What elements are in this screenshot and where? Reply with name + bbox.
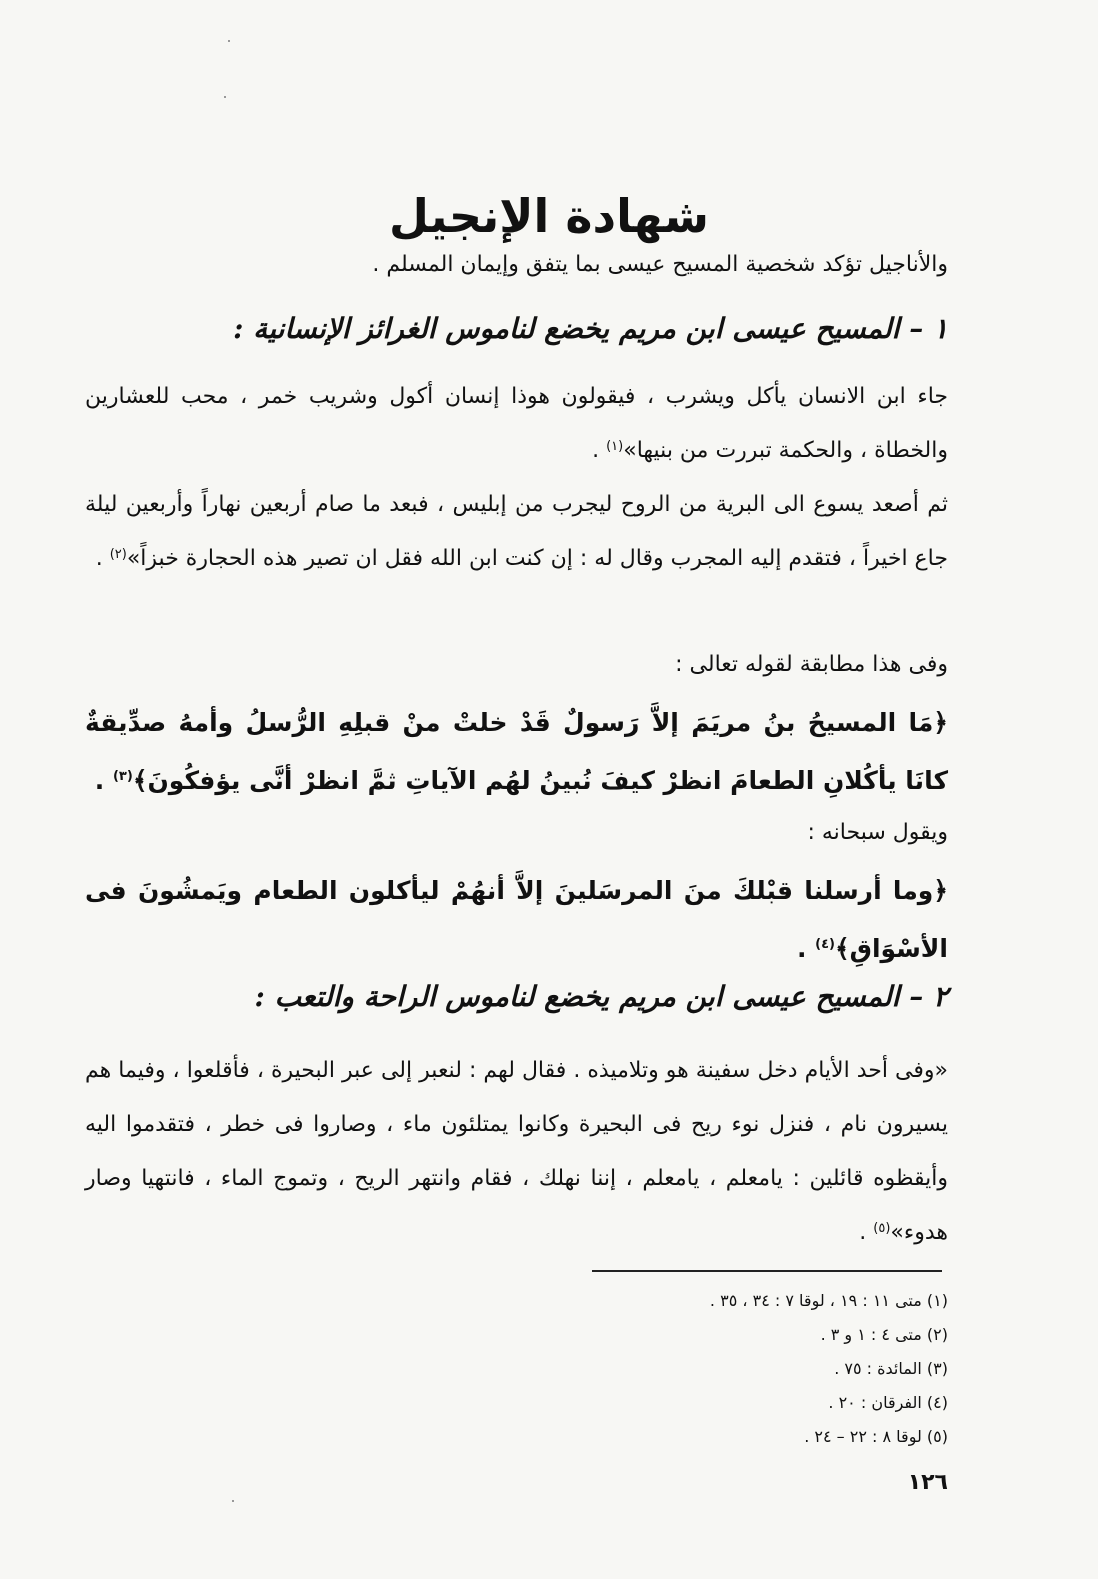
footnote-ref-1: (١) <box>606 439 624 454</box>
intro-paragraph: والأناجيل تؤكد شخصية المسيح عيسى بما يتفق وإيمان المسلم . <box>372 252 948 277</box>
footnote-item: (١) متى ١١ : ١٩ ، لوقا ٧ : ٣٤ ، ٣٥ . <box>709 1291 948 1310</box>
section-heading-1: ١ – المسيح عيسى ابن مريم يخضع لناموس الغرائز الإنسانية : <box>233 312 948 345</box>
footnote-item: (٢) متى ٤ : ١ و ٣ . <box>820 1325 948 1344</box>
section-heading-2: ٢ – المسيح عيسى ابن مريم يخضع لناموس الراحة والتعب : <box>254 980 948 1013</box>
scan-speck <box>232 1500 234 1502</box>
paragraph-5 <box>85 1044 948 1260</box>
paragraph-2-text: ثم أصعد يسوع الى البرية من الروح ليجرب من إبليس ، فبعد ما صام أربعين نهاراً وأربعين ليلة جاع اخيراً ، فتقدم إليه المجرب وقال له : إن كنت ابن الله فقل ان تصير هذه الحجارة خبزاً» <box>85 492 948 571</box>
footnote-item: (٥) لوقا ٨ : ٢٢ – ٢٤ . <box>804 1427 948 1446</box>
footnotes-list <box>388 1284 948 1454</box>
quran-verse-1-text: ﴿مَا المسيحُ بنُ مريَمَ إلاَّ رَسولٌ قَدْ خلتْ منْ قبلِهِ الرُّسلُ وأمهُ صدِّيقةٌ كانَا يأكُلانِ الطعامَ انظرْ كيفَ نُبينُ لهُم الآياتِ ثمَّ انظرْ أنَّى يؤفكُونَ﴾ <box>85 708 948 795</box>
footnote-item: (٣) المائدة : ٧٥ . <box>834 1359 948 1378</box>
paragraph-4: ويقول سبحانه : <box>807 820 948 845</box>
paragraph-2 <box>85 478 948 586</box>
footnote-divider <box>592 1270 942 1272</box>
scan-speck <box>224 96 226 98</box>
footnote-item: (٤) الفرقان : ٢٠ . <box>828 1393 948 1412</box>
quran-verse-2-end: . <box>796 934 816 963</box>
paragraph-2-end: . <box>95 546 110 571</box>
quran-verse-2 <box>85 862 948 978</box>
quran-verse-1-end: . <box>94 766 113 795</box>
quran-verse-2-text: ﴿وما أرسلنا قبْلكَ منَ المرسَلينَ إلاَّ أنهُمْ ليأكلون الطعام ويَمشُونَ فى الأسْوَاقِ﴾ <box>85 876 948 963</box>
paragraph-5-text: «وفى أحد الأيام دخل سفينة هو وتلاميذه . فقال لهم : لنعبر إلى عبر البحيرة ، فأقلعوا ، وفيما هم يسيرون نام ، فنزل نوء ريح فى البحيرة وكانوا يمتلئون ماء ، وصاروا فى خطر ، فتقدموا اليه وأيقظوه قائلين : يامعلم ، يامعلم ، إننا نهلك ، فقام وانتهر الريح ، وتموج الماء ، فانتهيا وصار هدوء» <box>85 1058 948 1245</box>
footnote-ref-5: (٥) <box>873 1221 891 1236</box>
footnote-ref-2: (٢) <box>109 547 127 562</box>
paragraph-1 <box>85 370 948 478</box>
footnote-ref-3: (٣) <box>112 769 133 784</box>
paragraph-5-end: . <box>859 1220 874 1245</box>
paragraph-1-text: جاء ابن الانسان يأكل ويشرب ، فيقولون هوذا إنسان أكول وشريب خمر ، محب للعشارين والخطاة ، والحكمة تبررت من بنيها» <box>85 384 948 463</box>
paragraph-1-end: . <box>592 438 607 463</box>
paragraph-3: وفى هذا مطابقة لقوله تعالى : <box>675 652 948 677</box>
quran-verse-1 <box>85 694 948 810</box>
footnote-ref-4: (٤) <box>815 937 835 952</box>
scan-speck <box>228 40 230 42</box>
page-title: شهادة الإنجيل <box>389 188 709 243</box>
page-number: ١٢٦ <box>907 1470 948 1495</box>
